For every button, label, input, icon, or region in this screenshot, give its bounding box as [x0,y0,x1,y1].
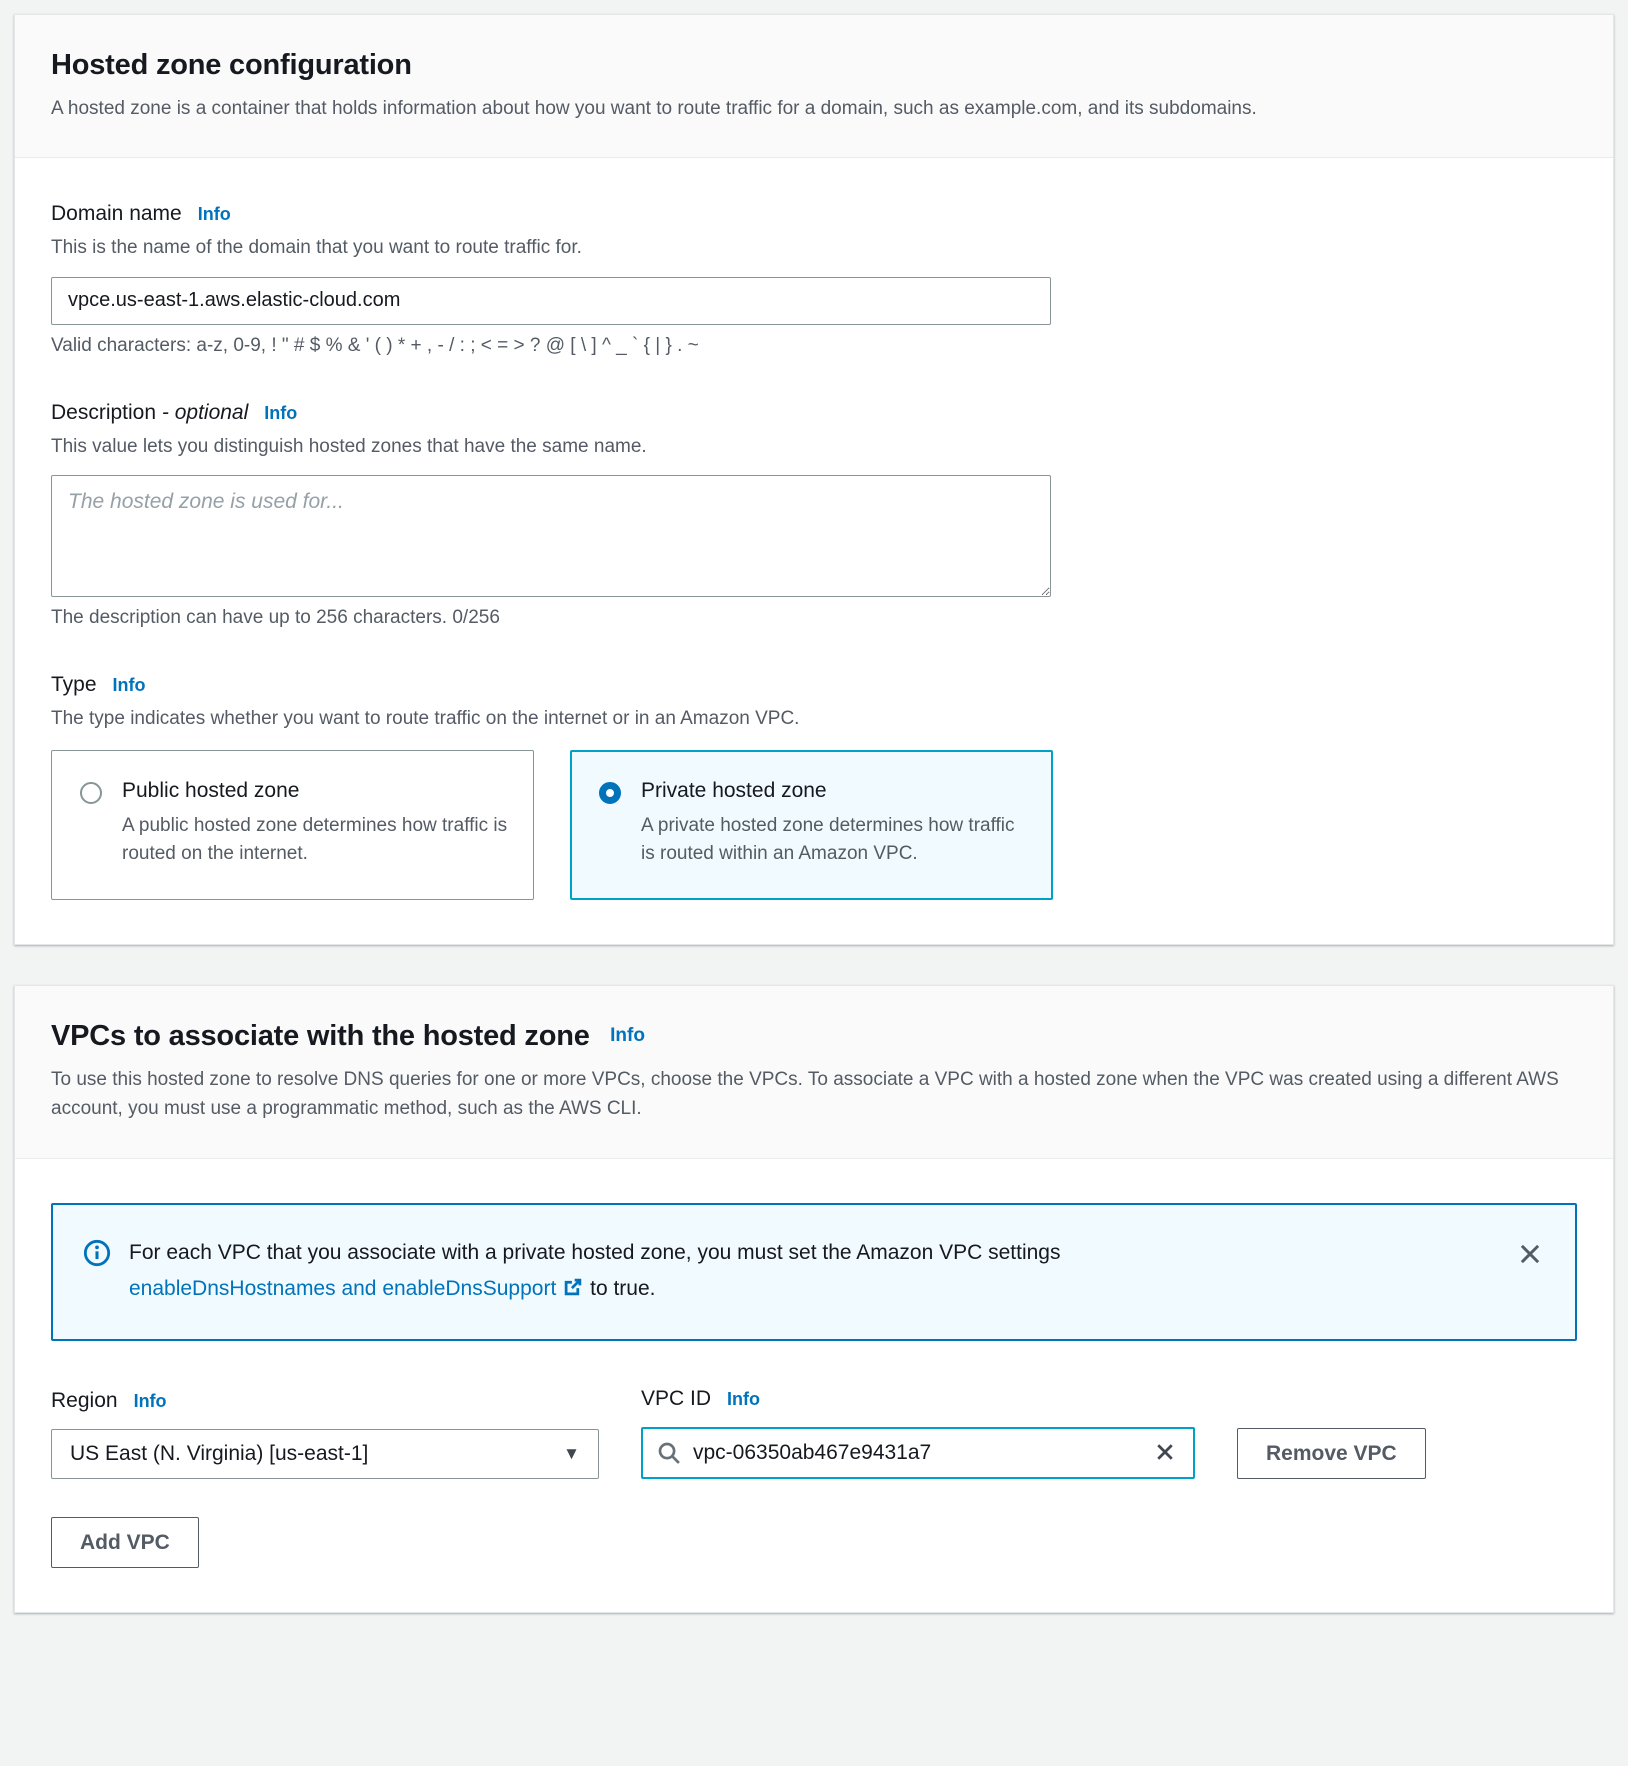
description-constraint: The description can have up to 256 characters. 0/256 [51,607,500,629]
alert-close-button[interactable] [1513,1237,1547,1274]
vpc-entry-row [51,1387,1577,1479]
search-icon [657,1441,681,1465]
hosted-zone-panel-header [15,15,1613,158]
vpc-id-clear-button[interactable] [1151,1438,1179,1469]
vpc-id-info-link[interactable]: Info [727,1389,761,1410]
public-hosted-zone-description: A public hosted zone determines how traffic is routed on the internet. [122,814,508,865]
domain-name-help: This is the name of the domain that you want to route traffic for. [51,237,582,259]
description-info-link[interactable]: Info [264,402,298,423]
description-help: This value lets you distinguish hosted zones that have the same name. [51,435,647,457]
alert-text [129,1235,1513,1309]
private-hosted-zone-description: A private hosted zone determines how traffic is routed within an Amazon VPC. [641,814,1015,865]
vpc-panel-description: To use this hosted zone to resolve DNS queries for one or more VPCs, choose the VPCs. To associate a VPC with a hosted zone when the VPC was created using a different AWS account, you must use a programmatic method, such as the AWS CLI. [51,1068,1559,1120]
vpc-panel-header [15,986,1613,1159]
public-hosted-zone-tile[interactable] [51,750,534,900]
region-label: Region [51,1389,118,1413]
public-hosted-zone-radio[interactable] [80,782,102,804]
region-select[interactable] [51,1429,599,1479]
clear-x-icon [1153,1440,1177,1467]
vpc-panel-body [15,1159,1613,1613]
type-radio-group [51,750,1577,900]
type-help: The type indicates whether you want to route traffic on the internet or in an Amazon VPC. [51,708,800,730]
hosted-zone-panel-title: Hosted zone configuration [51,49,412,81]
vpc-id-label: VPC ID [641,1387,712,1411]
vpc-panel-info-link[interactable]: Info [610,1024,645,1046]
region-select-value: US East (N. Virginia) [us-east-1] [70,1442,369,1466]
hosted-zone-configuration-panel [14,14,1614,945]
private-hosted-zone-label: Private hosted zone [641,779,827,803]
description-textarea[interactable] [51,475,1051,597]
domain-name-field [51,202,1577,357]
domain-name-info-link[interactable]: Info [197,204,231,225]
private-hosted-zone-tile[interactable] [570,750,1053,900]
region-info-link[interactable]: Info [133,1391,167,1412]
type-field [51,673,1577,900]
public-hosted-zone-label: Public hosted zone [122,779,300,803]
description-label: Description - optional [51,400,249,424]
vpc-panel-title: VPCs to associate with the hosted zone [51,1019,590,1052]
enable-dns-link[interactable]: enableDnsHostnames and enableDnsSupport [129,1276,557,1300]
alert-text-before-link: For each VPC that you associate with a private hosted zone, you must set the Amazon VPC settings [129,1240,1061,1264]
close-icon [1517,1255,1543,1270]
vpc-id-search-box [641,1427,1195,1479]
domain-name-constraint: Valid characters: a-z, 0-9, ! " # $ % & ' ( ) * + , - / : ; < = > ? @ [ \ ] ^ _ ` { | } . ~ [51,334,699,356]
vpc-settings-info-alert [51,1203,1577,1341]
external-link-icon [562,1274,584,1310]
description-field [51,401,1577,630]
chevron-down-icon: ▼ [563,1444,580,1464]
vpc-id-input[interactable] [693,1441,1151,1465]
domain-name-label: Domain name [51,202,182,226]
region-field [51,1389,599,1479]
vpc-id-field [641,1387,1195,1479]
description-optional-suffix: - optional [161,400,249,424]
hosted-zone-panel-body [15,158,1613,944]
vpc-association-panel [14,985,1614,1613]
private-hosted-zone-radio[interactable] [599,782,621,804]
hosted-zone-panel-description: A hosted zone is a container that holds information about how you want to route traffic for a domain, such as example.com, and its subdomains. [51,98,1257,119]
type-label: Type [51,673,97,697]
info-circle-icon [83,1239,111,1272]
alert-text-after-link: to true. [590,1276,656,1300]
add-vpc-button[interactable]: Add VPC [51,1517,199,1568]
domain-name-input[interactable] [51,277,1051,325]
remove-vpc-button[interactable]: Remove VPC [1237,1428,1426,1479]
type-info-link[interactable]: Info [112,675,146,696]
